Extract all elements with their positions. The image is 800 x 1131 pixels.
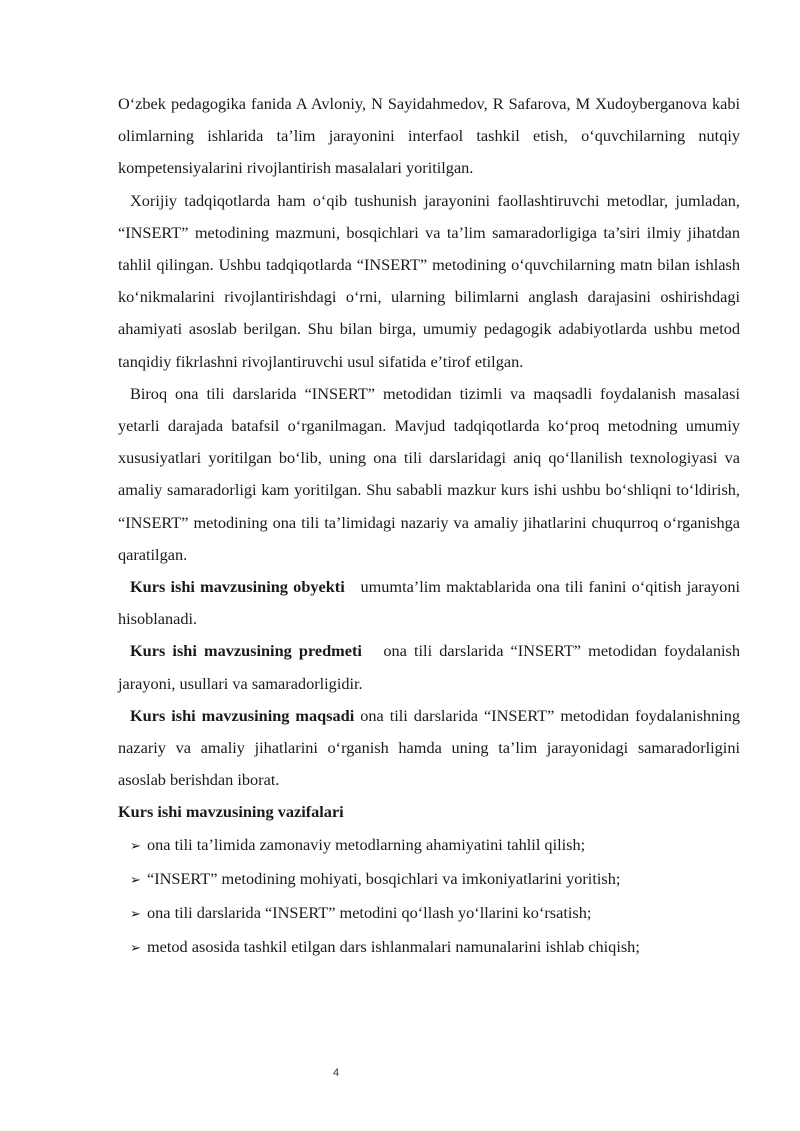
paragraph-foreign-research: Xorijiy tadqiqotlarda ham o‘qib tushunish jarayonini faollashtiruvchi metodlar, jumladan, “INSERT” metodining mazmuni, bosqichlari va ta’lim samaradorligiga ta’siri ilmiy jihatdan tahlil qilingan. Ushbu tadqiqotlarda “INSERT” metodining o‘quvchilarning matn bilan ishlash ko‘nikmalarini rivojlantirishdagi o‘rni, ularning bilimlarni anglash darajasini oshirishdagi ahamiyati asoslab berilgan. Shu bilan birga, umumiy pedagogik adabiyotlarda ushbu metod tanqidiy fikrlashni rivojlantiruvchi usul sifatida e’tirof etilgan. xyxy=(118,190,740,371)
object-text: umumta’lim maktablarida ona tili fanini o‘qitish jarayoni hisoblanadi. xyxy=(118,577,740,629)
page-number: 4 xyxy=(332,1067,340,1079)
paragraph-research-gap: Biroq ona tili darslarida “INSERT” metodidan tizimli va maqsadli foydalanish masalasi yetarli darajada batafsil o‘rganilmagan. Mavjud tadqiqotlarda ko‘proq metodning umumiy xususiyatlari yoritilgan bo‘lib, uning ona tili darslaridagi aniq qo‘llanilish texnologiyasi va amaliy samaradorligi kam yoritilgan. Shu sababli mazkur kurs ishi ushbu bo‘shliqni to‘ldirish, “INSERT” metodining ona tili ta’limidagi nazariy va amaliy jihatlarini chuqurroq o‘rganishga qaratilgan. xyxy=(118,383,740,564)
task-item xyxy=(130,931,740,965)
tasks-heading xyxy=(118,796,740,828)
document-page xyxy=(118,88,740,965)
task-text: metod asosida tashkil etilgan dars ishlanmalari namunalarini ishlab chiqish; xyxy=(147,937,640,957)
arrowhead-right-icon: ➢ xyxy=(130,872,141,888)
subject-text: ona tili darslarida “INSERT” metodidan foydalanish jarayoni, usullari va samaradorligidir. xyxy=(118,641,740,693)
arrowhead-right-icon: ➢ xyxy=(130,941,141,957)
task-item xyxy=(130,863,740,897)
object-label: Kurs ishi mavzusining obyekti xyxy=(130,577,345,597)
task-text: “INSERT” metodining mohiyati, bosqichlari va imkoniyatlarini yoritish; xyxy=(147,868,621,888)
goal-text: ona tili darslarida “INSERT” metodidan foydalanishning nazariy va amaliy jihatlarini o‘rganish hamda uning ta’lim jarayonidagi samaradorligini asoslab berishdan iborat. xyxy=(118,705,740,790)
task-text: ona tili ta’limida zamonaviy metodlarning ahamiyatini tahlil qilish; xyxy=(147,834,586,854)
paragraph-subject xyxy=(118,635,740,699)
tasks-heading-text: Kurs ishi mavzusining vazifalari xyxy=(118,802,344,822)
task-item xyxy=(130,829,740,863)
goal-label: Kurs ishi mavzusining maqsadi xyxy=(130,705,355,725)
task-item xyxy=(130,897,740,931)
subject-label: Kurs ishi mavzusining predmeti xyxy=(130,641,362,661)
arrowhead-right-icon: ➢ xyxy=(130,907,141,923)
paragraph-object xyxy=(118,571,740,635)
arrowhead-right-icon: ➢ xyxy=(130,838,141,854)
task-text: ona tili darslarida “INSERT” metodini qo‘llash yo‘llarini ko‘rsatish; xyxy=(147,903,592,923)
paragraph-goal xyxy=(118,700,740,797)
paragraph-uzbek-pedagogy: O‘zbek pedagogika fanida A Avloniy, N Sayidahmedov, R Safarova, M Xudoyberganova kabi olimlarning ishlarida ta’lim jarayonini interfaol tashkil etish, o‘quvchilarning nutqiy kompetensiyalarini rivojlantirish masalalari yoritilgan. xyxy=(118,94,740,178)
